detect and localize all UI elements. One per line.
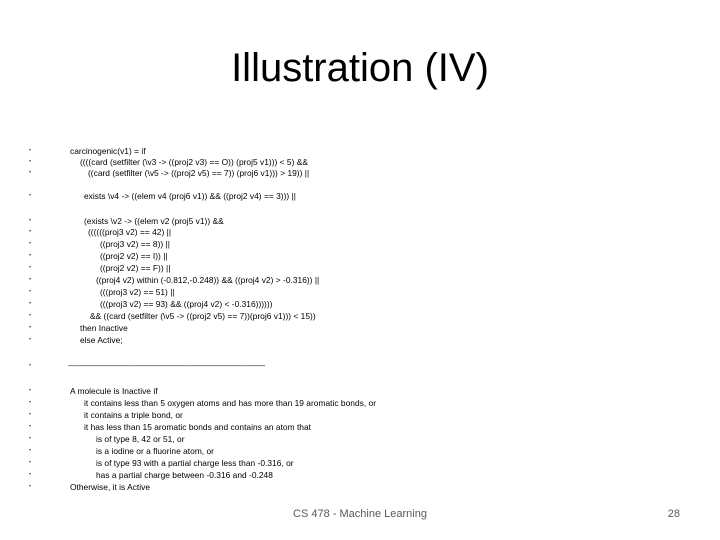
code-line: else Active;: [80, 335, 123, 345]
code-line: ((proj3 v2) == 8)) ||: [100, 239, 170, 249]
content-line: [0, 251, 168, 262]
content-line: [0, 239, 170, 250]
bullet-icon: •: [29, 229, 32, 235]
bullet-icon: •: [29, 337, 32, 343]
bullet-icon: •: [29, 388, 32, 394]
content-line: [0, 287, 175, 298]
code-line: ((((((proj3 v2) == 42) ||: [88, 227, 172, 237]
content-line: [0, 335, 123, 346]
content-line: [0, 275, 320, 286]
bullet-icon: •: [29, 148, 32, 154]
content-line: [0, 168, 310, 179]
bullet-icon: •: [29, 484, 32, 490]
code-line: (((proj3 v2) == 93) && ((proj4 v2) < -0.316)))))): [100, 299, 273, 309]
content-line: [0, 410, 183, 421]
content-line: [0, 434, 185, 445]
code-line: carcinogenic(v1) = if: [70, 146, 146, 156]
content-line: [0, 191, 296, 202]
content-line: [0, 422, 311, 433]
explanation-line: it contains a triple bond, or: [84, 410, 183, 420]
explanation-line: is of type 8, 42 or 51, or: [96, 434, 185, 444]
footer-course: CS 478 - Machine Learning: [293, 508, 427, 520]
bullet-icon: •: [29, 218, 32, 224]
content-line: [0, 299, 273, 310]
slide-title: Illustration (IV): [231, 46, 489, 90]
content-line: [0, 386, 158, 397]
explanation-line: it contains less than 5 oxygen atoms and has more than 19 aromatic bonds, or: [84, 398, 377, 408]
separator-line: ------------------------------------------------------------------------------------------------------: [68, 363, 265, 370]
content-line: [0, 263, 171, 274]
bullet-icon: •: [29, 241, 32, 247]
bullet-icon: •: [29, 313, 32, 319]
explanation-line: it has less than 15 aromatic bonds and contains an atom that: [84, 422, 311, 432]
code-line: ((proj4 v2) within (-0.812,-0.248)) && ((proj4 v2) > -0.316)) ||: [96, 275, 320, 285]
code-line: ((((card (setfilter (\v3 -> ((proj2 v3) == O)) (proj5 v1))) < 5) &&: [80, 157, 308, 167]
bullet-icon: •: [29, 460, 32, 466]
code-line: (exists \v2 -> ((elem v2 (proj5 v1)) &&: [84, 216, 224, 226]
page-number: 28: [667, 508, 680, 520]
content-line: [0, 311, 316, 322]
bullet-icon: •: [29, 253, 32, 259]
code-line: then Inactive: [80, 323, 128, 333]
content-line: [0, 482, 151, 493]
content-line: [0, 216, 224, 227]
bullet-icon: •: [29, 193, 32, 199]
bullet-icon: •: [29, 424, 32, 430]
code-line: exists \v4 -> ((elem v4 (proj6 v1)) && ((proj2 v4) == 3))) ||: [84, 191, 296, 201]
content-line: [0, 157, 308, 168]
content-line: [0, 227, 172, 238]
code-line: (((proj3 v2) == 51) ||: [100, 287, 175, 297]
bullet-icon: •: [29, 325, 32, 331]
code-line: && ((card (setfilter (\v5 -> ((proj2 v5) == 7))(proj6 v1))) < 15)): [90, 311, 316, 321]
content-line: [0, 323, 128, 334]
explanation-line: Otherwise, it is Active: [70, 482, 151, 492]
code-line: ((card (setfilter (\v5 -> ((proj2 v5) == 7)) (proj6 v1))) > 19)) ||: [88, 168, 310, 178]
content-line: [0, 458, 294, 469]
content-line: [0, 398, 377, 409]
content-line: [0, 146, 146, 157]
explanation-line: has a partial charge between -0.316 and -0.248: [96, 470, 273, 480]
bullet-icon: •: [29, 400, 32, 406]
bullet-icon: •: [29, 277, 32, 283]
content-line: [0, 470, 273, 481]
bullet-icon: •: [29, 265, 32, 271]
bullet-icon: •: [29, 159, 32, 165]
bullet-icon: •: [29, 301, 32, 307]
bullet-icon: •: [29, 412, 32, 418]
bullet-icon: •: [29, 363, 32, 369]
code-line: ((proj2 v2) == I)) ||: [100, 251, 168, 261]
bullet-icon: •: [29, 472, 32, 478]
bullet-icon: •: [29, 170, 32, 176]
bullet-icon: •: [29, 436, 32, 442]
bullet-icon: •: [29, 289, 32, 295]
explanation-line: is a iodine or a fluorine atom, or: [96, 446, 214, 456]
content-line: [0, 446, 214, 457]
explanation-line: is of type 93 with a partial charge less than -0.316, or: [96, 458, 294, 468]
explanation-line: A molecule is Inactive if: [70, 386, 158, 396]
content-line: [0, 361, 265, 372]
bullet-icon: •: [29, 448, 32, 454]
code-line: ((proj2 v2) == F)) ||: [100, 263, 171, 273]
